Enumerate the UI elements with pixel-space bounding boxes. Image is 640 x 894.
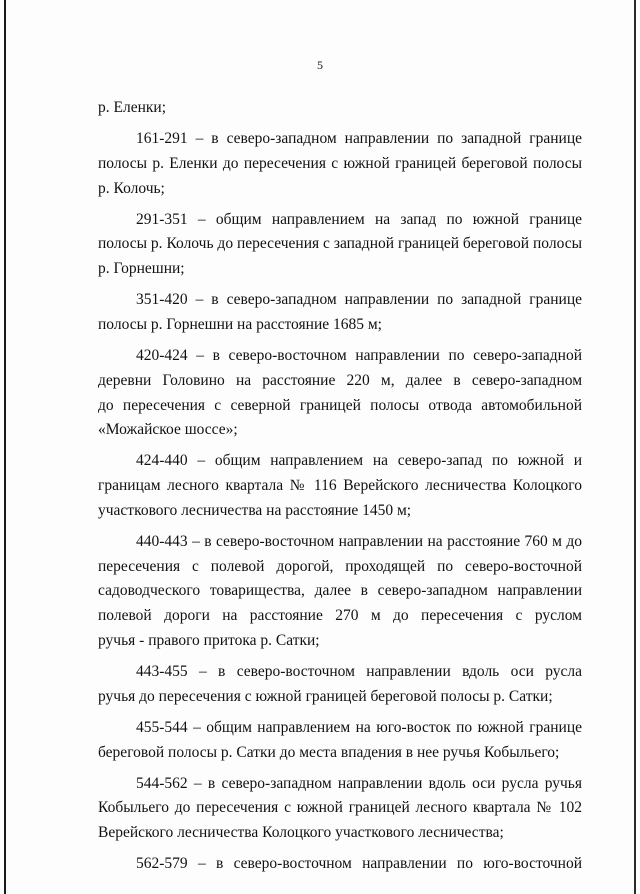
text-line: полосы р. Горнешни на расстояние 1685 м;	[98, 315, 382, 333]
text-line: пересечения с полевой дорогой, проходящей по северо-восточной	[98, 557, 582, 575]
text-line: р. Горнешни;	[98, 260, 185, 278]
text-line: Кобыльего до пересечения с южной границей лесного квартала № 102	[98, 799, 582, 817]
text-line: 544-562 – в северо-западном направлении вдоль оси русла ручья	[136, 774, 582, 792]
text-line: полосы р. Еленки до пересечения с южной границей береговой полосы	[98, 154, 582, 172]
paragraph	[98, 660, 582, 710]
document-body	[98, 96, 582, 883]
text-line: 455-544 – общим направлением на юго-восток по южной границе	[136, 718, 582, 736]
page-number: 5	[317, 58, 323, 72]
text-line: р. Еленки;	[98, 99, 167, 116]
text-line: 291-351 – общим направлением на запад по южной границе	[136, 210, 582, 228]
text-line: 420-424 – в северо-восточном направлении по северо-западной	[136, 346, 582, 364]
paragraph	[98, 449, 582, 523]
paragraph	[98, 852, 582, 877]
paragraph	[98, 96, 582, 121]
text-line: ручья до пересечения с южной границей береговой полосы р. Сатки;	[98, 687, 553, 705]
text-line: садоводческого товарищества, далее в северо-западном направлении	[98, 582, 582, 600]
text-line: р. Колочь;	[98, 179, 165, 197]
text-line: полосы р. Колочь до пересечения с западной границей береговой полосы	[98, 235, 582, 253]
text-line: ручья - правого притока р. Сатки;	[98, 632, 320, 650]
document-page	[4, 0, 636, 894]
text-line: полевой дороги на расстояние 270 м до пересечения с руслом	[98, 607, 582, 625]
paragraph	[98, 127, 582, 201]
paragraph	[98, 208, 582, 282]
text-line: 351-420 – в северо-западном направлении по западной границе	[136, 291, 582, 309]
text-line: деревни Головино на расстояние 220 м, далее в северо-западном	[98, 371, 582, 389]
text-line: береговой полосы р. Сатки до места впадения в нее ручья Кобыльего;	[98, 743, 560, 761]
text-line: 440-443 – в северо-восточном направлении на расстояние 760 м до	[136, 532, 582, 550]
paragraph	[98, 772, 582, 846]
paragraph	[98, 716, 582, 766]
text-line: до пересечения с северной границей полосы отвода автомобильной	[98, 396, 582, 414]
text-line: 443-455 – в северо-восточном направлении вдоль оси русла	[136, 663, 582, 681]
text-line: участкового лесничества на расстояние 1450 м;	[98, 501, 412, 519]
text-line: 424-440 – общим направлением на северо-запад по южной и	[136, 452, 582, 470]
paragraph	[98, 344, 582, 443]
text-line: 161-291 – в северо-западном направлении по западной границе	[136, 129, 582, 147]
text-line: границам лесного квартала № 116 Верейского лесничества Колоцкого	[98, 477, 582, 495]
text-line: «Можайское шоссе»;	[98, 421, 238, 439]
paragraph	[98, 288, 582, 338]
text-line: 562-579 – в северо-восточном направлении по юго-восточной	[136, 855, 582, 873]
text-line: Верейского лесничества Колоцкого участкового лесничества;	[98, 824, 504, 842]
paragraph	[98, 530, 582, 654]
